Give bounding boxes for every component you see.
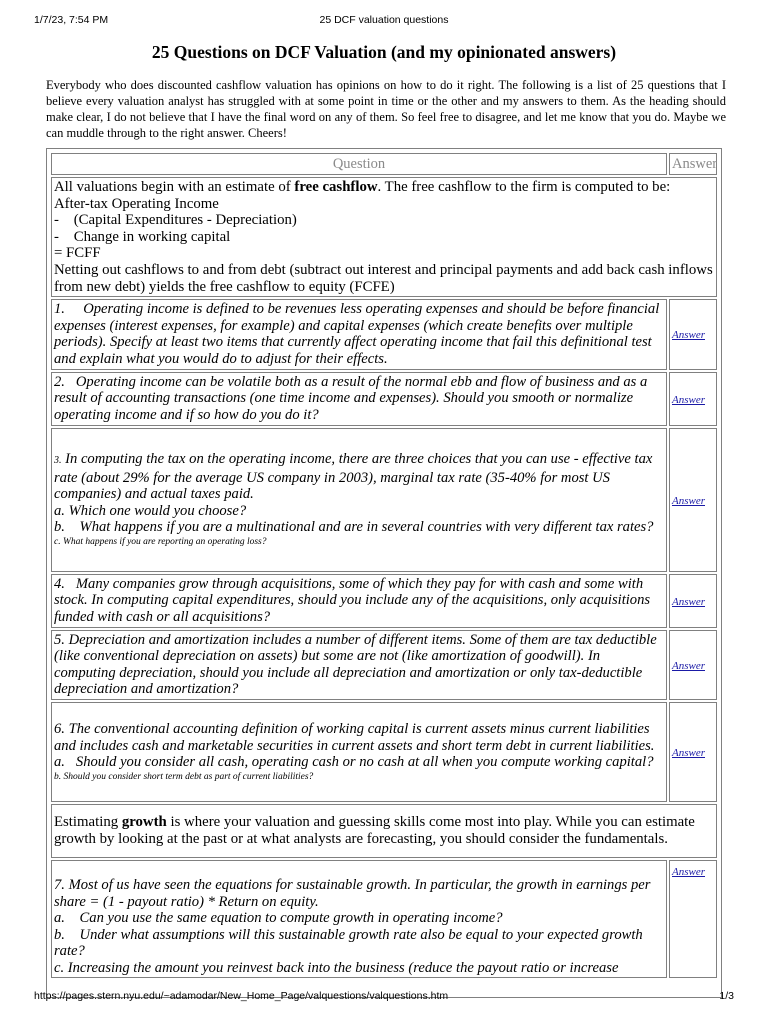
section-text: . The free cashflow to the firm is computed to be:	[377, 179, 671, 195]
section-bold-term: free cashflow	[294, 179, 378, 195]
answer-link-7[interactable]: Answer	[672, 865, 705, 878]
question-6	[51, 702, 667, 802]
print-url: https://pages.stern.nyu.edu/~adamodar/New_Home_Page/valquestions/valquestions.htm	[34, 990, 449, 1002]
question-row-2	[51, 372, 717, 426]
question-5: 5. Depreciation and amortization includes a number of different items. Some of them are tax deductible (like conventional depreciation on assets) but some are not (like amortization of goodwill). In computing depreciation, should you include all depreciation and amortization or only tax-deductible depreciation and amortization?	[51, 630, 667, 700]
section-row-free-cashflow	[51, 177, 717, 297]
question-3	[51, 428, 667, 572]
answer-cell-3	[669, 428, 717, 572]
question-6-text: 6. The conventional accounting definition of working capital is current assets minus current liabilities and includes cash and marketable securities in current assets and short term debt in current liabilities.	[54, 721, 655, 754]
formula-line: - (Capital Expenditures - Depreciation)	[54, 212, 297, 229]
question-row-6	[51, 702, 717, 802]
print-header	[34, 14, 734, 30]
question-row-4	[51, 574, 717, 628]
print-footer	[34, 990, 734, 1006]
question-3-part-a: a. Which one would you choose?	[54, 502, 247, 519]
question-7-part-b: b. Under what assumptions will this sustainable growth rate also be equal to your expected growth rate?	[54, 926, 647, 960]
question-3-part-b: b. What happens if you are a multinational and are in several countries with very different tax rates?	[54, 519, 654, 536]
answer-link-3[interactable]: Answer	[672, 494, 705, 507]
page-title: 25 Questions on DCF Valuation (and my opinionated answers)	[151, 42, 617, 62]
question-column-header: Question	[51, 153, 667, 175]
formula-line: - Change in working capital	[54, 228, 231, 245]
section-growth	[51, 804, 717, 858]
answer-cell-4	[669, 574, 717, 628]
question-row-3	[51, 428, 717, 572]
answer-cell-2	[669, 372, 717, 426]
question-6-part-b: b. Should you consider short term debt as part of current liabilities?	[54, 771, 314, 782]
table-header-row	[51, 153, 717, 175]
formula-line: Netting out cashflows to and from debt (subtract out interest and principal payments and add back cash inflows from new debt) yields the free cashflow to equity (FCFE)	[54, 261, 713, 295]
section-text: All valuations begin with an estimate of	[54, 179, 295, 195]
formula-line: After-tax Operating Income	[54, 195, 219, 212]
question-7	[51, 860, 667, 979]
print-page-number: 1/3	[719, 990, 734, 1002]
intro-paragraph: Everybody who does discounted cashflow valuation has opinions on how to do it right. The following is a list of 25 questions that I believe every valuation analyst has struggled with at some point in time or the other and my answers to them. As the heading should make clear, I do not believe that I have the final word on any of them. So feel free to disagree, and let me know that you do. Maybe we can muddle through to the right answer. Cheers!	[46, 78, 726, 140]
answer-column-header: Answer	[669, 153, 717, 175]
questions-table	[49, 151, 719, 980]
question-2: 2. Operating income can be volatile both as a result of the normal ebb and flow of business and as a result of accounting transactions (one time income and expenses). Should you smooth or normalize operating income and if so how do you do it?	[51, 372, 667, 426]
question-6-part-a: a. Should you consider all cash, operating cash or no cash at all when you compute working capital?	[54, 754, 654, 771]
question-7-part-c: c. Increasing the amount you reinvest back into the business (reduce the payout ratio or increase	[54, 959, 619, 976]
section-bold-term: growth	[121, 814, 167, 831]
answer-link-5[interactable]: Answer	[672, 659, 705, 672]
answer-cell-6	[669, 702, 717, 802]
answer-cell-1	[669, 299, 717, 369]
answer-link-2[interactable]: Answer	[672, 393, 705, 406]
questions-table-frame	[46, 148, 722, 998]
answer-cell-7	[669, 860, 717, 979]
question-7-text: 7. Most of us have seen the equations for sustainable growth. In particular, the growth in earnings per share = (1 - payout ratio) * Return on equity.	[54, 876, 651, 910]
section-text: is where your valuation and guessing skills come most into play. While you can estimate growth by looking at the past or at what analysts are forecasting, you should consider the fundamentals.	[54, 814, 695, 847]
section-free-cashflow	[51, 177, 717, 297]
answer-link-6[interactable]: Answer	[672, 746, 705, 759]
answer-cell-5	[669, 630, 717, 700]
question-4: 4. Many companies grow through acquisitions, some of which they pay for with cash and some with stock. In computing capital expenditures, should you include any of the acquisitions, only acquisitions funded with cash or all acquisitions?	[51, 574, 667, 628]
print-datetime: 1/7/23, 7:54 PM	[34, 14, 109, 26]
section-text: Estimating	[54, 814, 122, 831]
question-1: 1. Operating income is defined to be revenues less operating expenses and should be before financial expenses (interest expenses, for example) and capital expenses (which create benefits over multiple periods). Specify at least two items that currently affect operating income that fail this definitional test and explain what you would do to adjust for their effects.	[51, 299, 667, 369]
question-row-1	[51, 299, 717, 369]
question-3-part-c: c. What happens if you are reporting an operating loss?	[54, 537, 267, 548]
question-row-7	[51, 860, 717, 979]
section-row-growth	[51, 804, 717, 858]
print-page-title: 25 DCF valuation questions	[319, 14, 449, 26]
formula-line: = FCFF	[54, 245, 101, 262]
answer-link-1[interactable]: Answer	[672, 329, 705, 342]
question-7-part-a: a. Can you use the same equation to compute growth in operating income?	[54, 910, 503, 927]
question-3-text: In computing the tax on the operating income, there are three choices that you can use - effective tax rate (about 29% for the average US company in 2003), marginal tax rate (35-40% for most US companies) and actual taxes paid.	[54, 451, 653, 503]
question-3-number: 3.	[54, 455, 62, 467]
answer-link-4[interactable]: Answer	[672, 595, 705, 608]
question-row-5	[51, 630, 717, 700]
